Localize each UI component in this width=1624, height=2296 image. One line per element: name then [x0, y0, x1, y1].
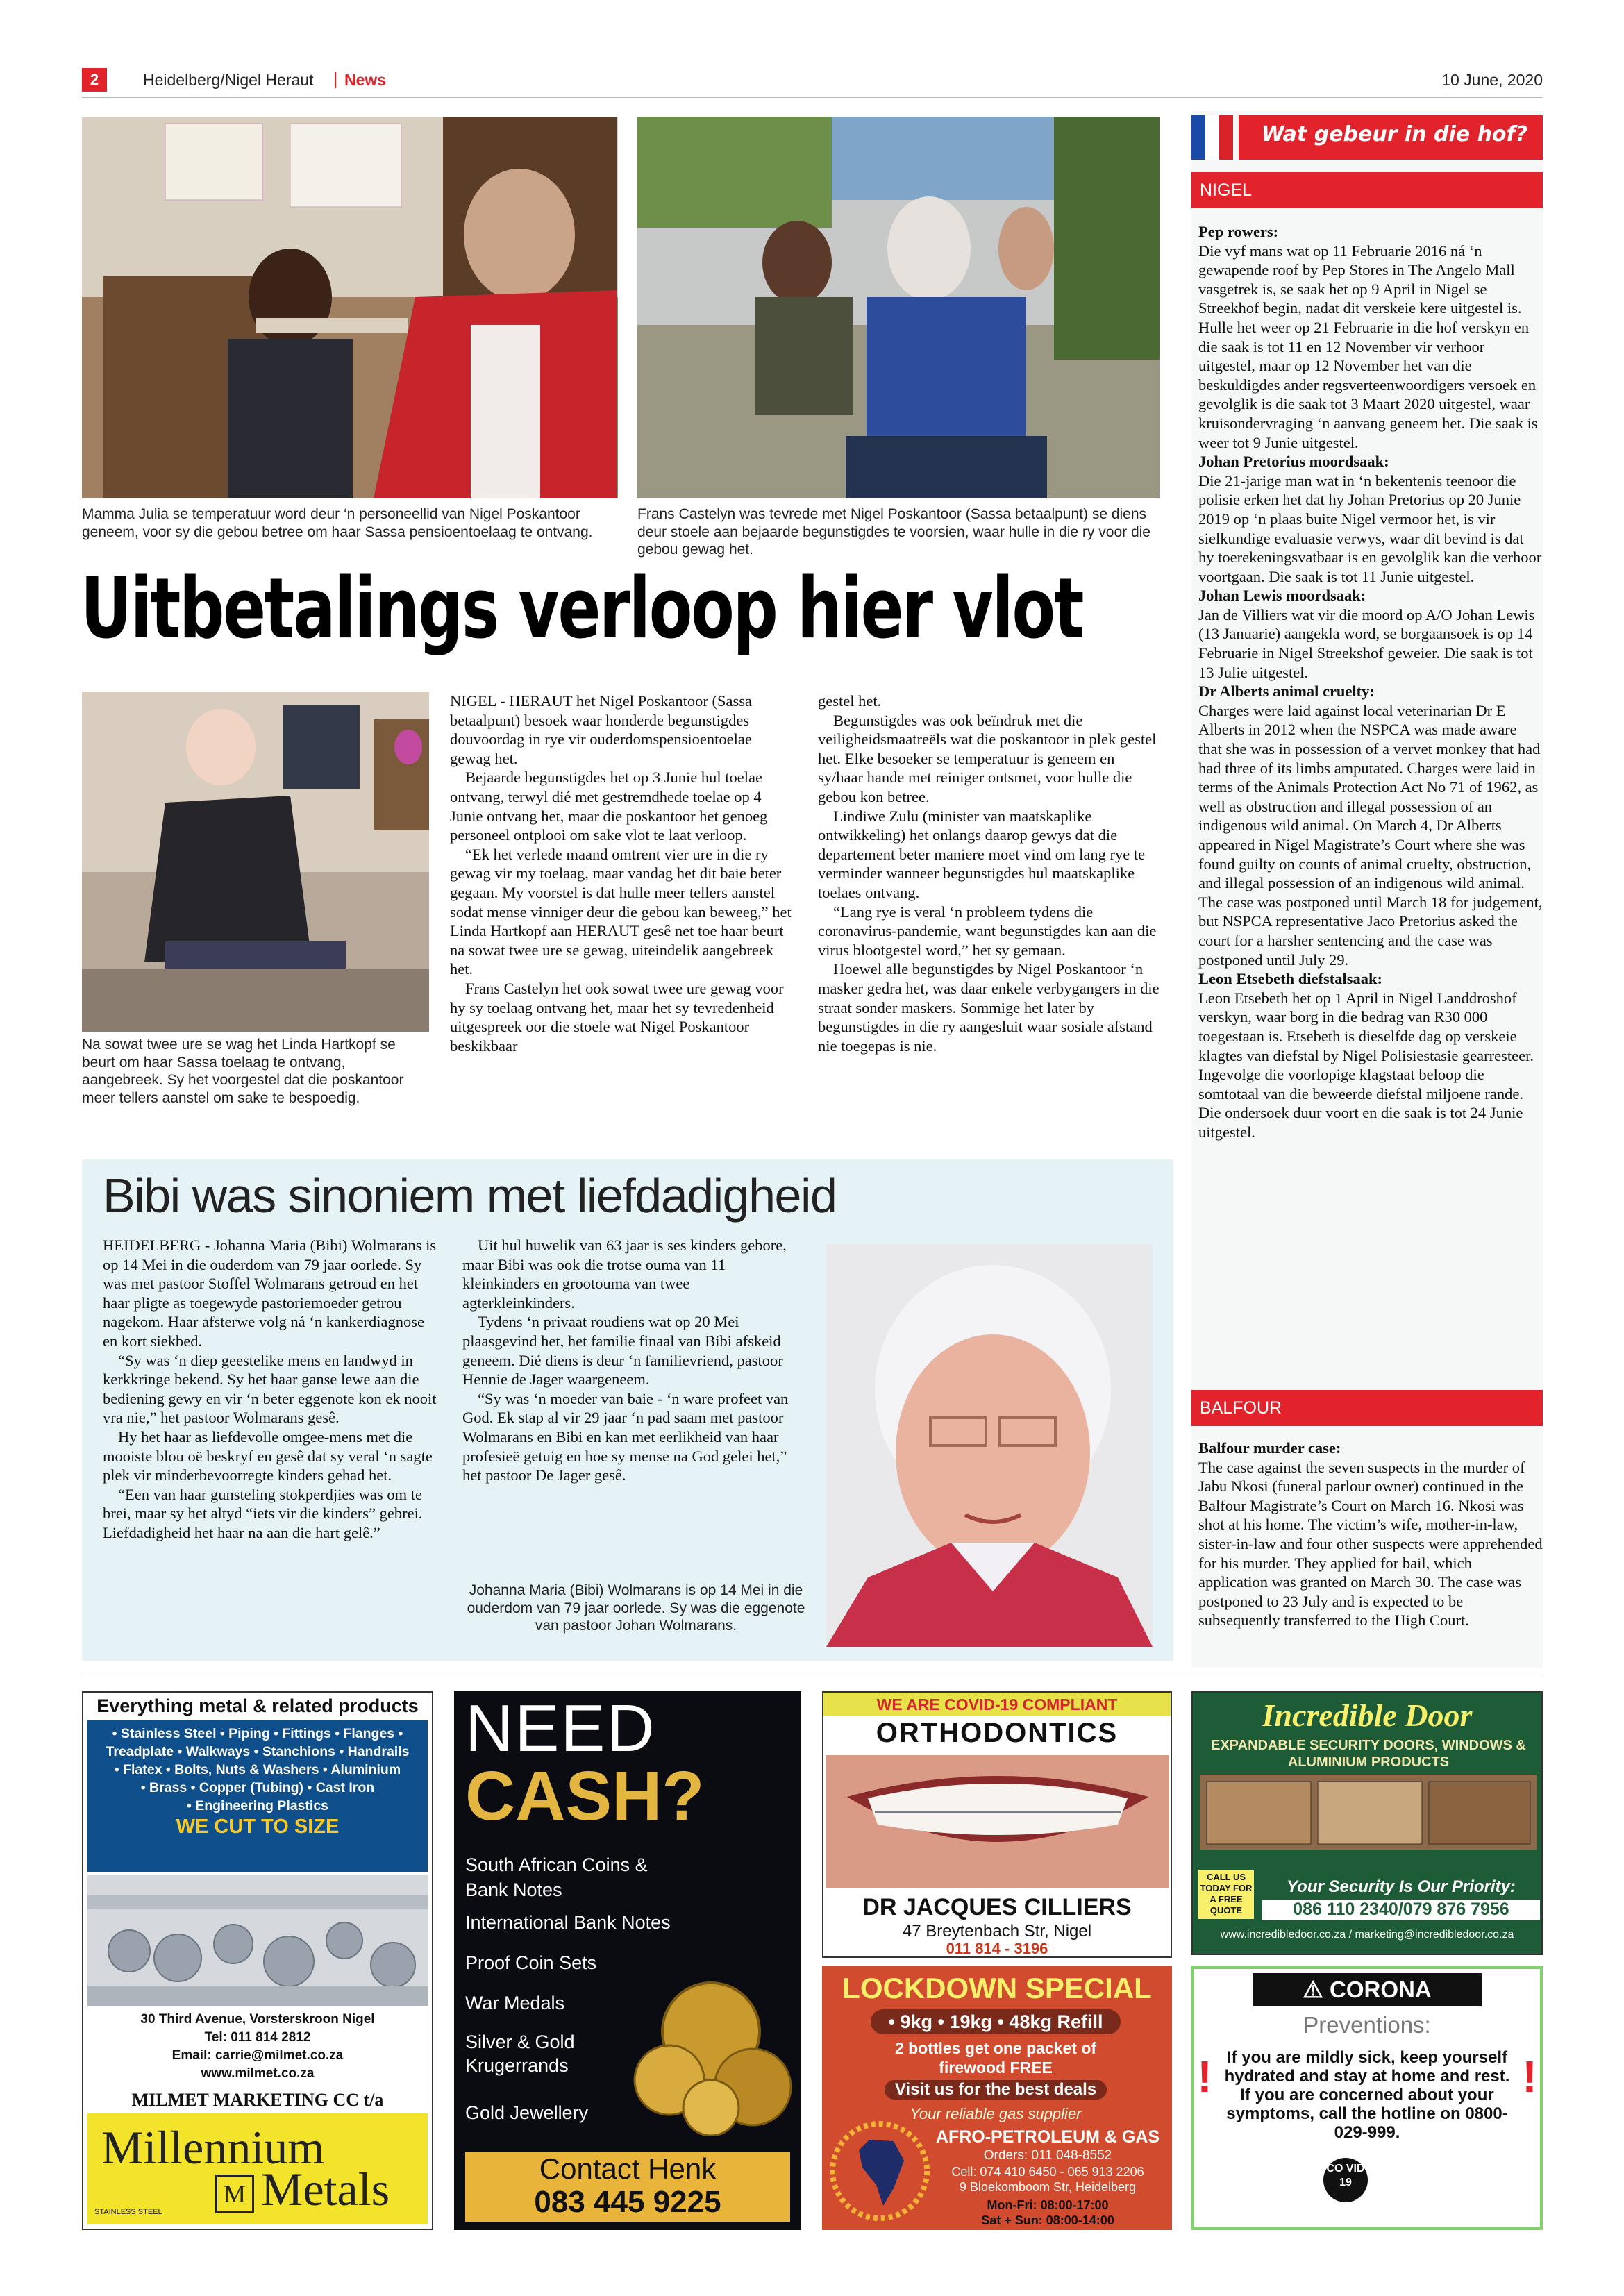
lockdown-hours-weekday: Mon-Fri: 08:00-17:00	[987, 2198, 1109, 2212]
court-item-heading: Dr Alberts animal cruelty:	[1198, 682, 1375, 701]
court-item-heading: Balfour murder case:	[1198, 1439, 1341, 1457]
contact-box	[465, 2152, 790, 2222]
lockdown-hours-weekend: Sat + Sun: 08:00-14:00	[981, 2213, 1114, 2227]
corona-advice: If you are mildly sick, keep yourself hydrated and stay at home and rest. If you are concerned about your symptoms, call the hotline on 0800-029-999.	[1224, 2048, 1510, 2142]
story-paragraph: Bejaarde begunstigdes het op 3 Junie hul toelae ontvang, terwyl dié met gestremdhede toelae op 4 Junie ontvang het, maar die poskantoor het genoeg personeel ontplooi om sake vlot te laat verloop.	[450, 769, 768, 844]
orthodontics-advert[interactable]	[822, 1691, 1172, 1958]
door-subtitle: EXPANDABLE SECURITY DOORS, WINDOWS & ALUMINIUM PRODUCTS	[1211, 1738, 1526, 1770]
metal-pipes-image	[87, 1875, 428, 2006]
page-header	[82, 67, 1543, 94]
obituary-paragraph: HEIDELBERG - Johanna Maria (Bibi) Wolmarans is op 14 Mei in die ouderdom van 79 jaar oorlede. Sy was met pastoor Stoffel Wolmarans getroud en het haar pligte as toegewyde pastoriemoeder getrou nagekom. Haar afsterwe volg ná ‘n kankerdiagnose en kort siekbed.	[103, 1237, 437, 1350]
photo-linda-hartkopf	[82, 692, 429, 1032]
court-title-bar	[1239, 115, 1543, 160]
obituary-paragraph: “Sy was ‘n moeder van baie - ‘n ware profeet van God. Ek stap al vir 29 jaar ‘n pad saam met pastoor Wolmarans en Bibi en kan met eerlikheid van haar profesieë getuig en hoe sy mense na God gelei het,” het pastoor De Jager gesê.	[462, 1389, 789, 1484]
court-item-body: Charges were laid against local veterinarian Dr E Alberts in 2012 when the NSPCA was made aware that she was in possession of a vervet monkey that had had three of its limbs amputated. Charges were laid in terms of the Animals Protection Act No 71 of 1962, as well as obstruction and illegal possession of an indigenous wild animal. On March 4, Dr Alberts appeared in Nigel Magistrate’s Court where she was found guilty on counts of animal cruelty, obstruction, and illegal possession of an indigenous wild animal. The case was postponed until March 18 for judgement, but NSPCA representative Jaco Pretorius asked the court for a harsher sentencing and the case was postponed until July 29.	[1198, 701, 1543, 969]
ortho-title: ORTHODONTICS	[876, 1718, 1119, 1748]
obituary-headline: Bibi was sinoniem met liefdadigheid	[103, 1168, 837, 1223]
corona-notice	[1191, 1966, 1543, 2230]
doctor-name: DR JACQUES CILLIERS	[862, 1894, 1132, 1920]
court-title: Wat gebeur in die hof?	[1261, 122, 1527, 146]
exclamation-left-icon: !	[1197, 2052, 1212, 2102]
door-website: www.incredibledoor.co.za / marketing@incredibledoor.co.za	[1220, 1929, 1514, 1941]
court-item-heading: Johan Lewis moordsaak:	[1198, 587, 1366, 605]
cash-text: CASH?	[465, 1757, 705, 1835]
smile-image	[826, 1755, 1169, 1888]
cash-item: War Medals	[465, 1993, 565, 2013]
header-rule	[82, 97, 1543, 98]
milmet-logo-icon: M	[215, 2175, 254, 2213]
court-item-body: Leon Etsebeth het op 1 April in Nigel Landdroshof verskyn, waar borg in die bedrag van R30 000 toegestaan is. Etsebeth is dieselfde dag op verskeie klagtes van diefstal by Nigel Polisiestasie gearresteer. Ingevolge die voorlopige klagstaat beloop die somtotaal van die beweerde diefstal miljoene rande. Die ondersoek duur voort en die saak is tot 24 Junie uitgestel.	[1198, 989, 1534, 1141]
cash-item: Proof Coin Sets	[465, 1952, 597, 1973]
milmet-marketing: MILMET MARKETING CC t/a	[131, 2090, 384, 2110]
cash-item: Gold Jewellery	[465, 2102, 589, 2123]
court-item-heading: Pep rowers:	[1198, 223, 1279, 240]
obituary-paragraph: Hy het haar as liefdevolle omgee-mens met die mooiste blou oë beskryf en gesê dat sy veral ‘n sagte plek vir minderbevoorregte kinders gehad het.	[103, 1427, 433, 1484]
contact-phone: 083 445 9225	[534, 2185, 721, 2219]
story-paragraph: Hoewel alle begunstigdes by Nigel Poskantoor ‘n masker gedra het, was daar enkele verbygangers in die straat sonder maskers. Sommige het later by begunstigdes in die ry aangesluit waar sosiale afstand nie toegepas is nie.	[818, 960, 1160, 1055]
obituary-caption: Johanna Maria (Bibi) Wolmarans is op 14 Mei in die ouderdom van 79 jaar oorlede. Sy was die eggenote van pastoor Johan Wolmarans.	[467, 1582, 805, 1634]
need-text: NEED	[465, 1691, 656, 1766]
obituary-column-1	[103, 1236, 442, 1543]
court-item-body: Die vyf mans wat op 11 Februarie 2016 ná ‘n gewapende roof by Pep Stores in The Angelo Mall vasgetrek is, se saak het op 9 April in Nigel se Streekhof begin, nadat dit verskeie kere uitgestel is. Hulle het weer op 21 Februarie in die hof verskyn en die saak is tot 11 en 12 November vir verhoor uitgestel, maar op 12 November het van die beskuldigdes ander regsverteenwoordigers versoek en gevolglik is die saak tot 3 Maart 2020 uitgestel, waar kruisondervraging ‘n aanvang geneem het. Die saak is weer tot 9 Junie uitgestel.	[1198, 242, 1538, 451]
door-call-badge: CALL US TODAY FOR A FREE QUOTE	[1198, 1870, 1254, 1919]
photo3-caption: Na sowat twee ure se wag het Linda Hartkopf se beurt om haar Sassa toelaag te ontvang, aangebreek. Sy het voorgestel dat die poskantoor meer tellers aanstel om sake te bespoedig.	[82, 1037, 404, 1106]
lockdown-bottles: 2 bottles get one packet of firewood FREE	[894, 2039, 1097, 2077]
gold-coins-image	[628, 1969, 794, 2136]
cash-item: Silver & Gold Krugerrands	[465, 2031, 575, 2076]
lockdown-cell: Cell: 074 410 6450 - 065 913 2206	[951, 2165, 1144, 2179]
lockdown-refill: • 9kg • 19kg • 48kg Refill	[871, 2009, 1121, 2034]
exclamation-right-icon: !	[1522, 2052, 1537, 2102]
cash-item: South African Coins & Bank Notes	[465, 1854, 648, 1900]
door-title: Incredible Door	[1262, 1698, 1473, 1733]
lockdown-address: 9 Bloekomboom Str, Heidelberg	[959, 2180, 1137, 2194]
lockdown-title: LOCKDOWN SPECIAL	[842, 1972, 1152, 2004]
milmet-advert[interactable]	[82, 1691, 433, 2230]
lockdown-special-advert[interactable]	[822, 1966, 1172, 2230]
ortho-address: 47 Breytenbach Str, Nigel	[902, 1922, 1092, 1941]
milmet-product-box: • Stainless Steel • Piping • Fittings • Flanges • Treadplate • Walkways • Stanchions • Handrails • Flatex • Bolts, Nuts & Washers • Aluminium • Brass • Copper (Tubing) • Cast Iron • Engineering Plastics WE CUT TO SIZE	[87, 1720, 428, 1872]
lockdown-company: AFRO-PETROLEUM & GAS	[935, 2127, 1160, 2147]
lockdown-supplier: Your reliable gas supplier	[910, 2105, 1082, 2122]
lockdown-orders: Orders: 011 048-8552	[983, 2148, 1112, 2163]
story-column-2	[818, 692, 1161, 1055]
covid19-logo: CO VID 19	[1323, 2158, 1368, 2202]
contact-label: Contact Henk	[539, 2152, 717, 2185]
milmet-address: 30 Third Avenue, Vorsterskroon Nigel	[140, 2012, 375, 2027]
corona-preventions: Preventions:	[1303, 2012, 1431, 2038]
milmet-email: Email: carrie@milmet.co.za	[171, 2048, 344, 2063]
photo-temperature-check	[82, 117, 618, 498]
balfour-section-label: BALFOUR	[1191, 1390, 1543, 1426]
photo1-caption: Mamma Julia se temperatuur word deur ‘n personeellid van Nigel Poskantoor geneem, voor sy die gebou betree om haar Sassa pensioentoelaag te ontvang.	[82, 506, 593, 540]
covid-compliant-banner: WE ARE COVID-19 COMPLIANT	[823, 1693, 1171, 1716]
photo2-caption: Frans Castelyn was tevrede met Nigel Poskantoor (Sassa betaalpunt) se diens deur stoele aan bejaarde begunstigdes te voorsien, waar hulle in die ry voor die gebou gewag het.	[637, 506, 1150, 558]
obituary-paragraph: “Sy was ‘n diep geestelike mens en landwyd in kerkkringe bekend. Sy het haar ganse lewe aan die bediening gewy en vir ‘n beter eggenote kon ek nooit vra nie,” het pastoor Wolmarans gesê.	[103, 1351, 437, 1427]
court-item-heading: Johan Pretorius moordsaak:	[1198, 453, 1389, 471]
obituary-paragraph: “Een van haar gunsteling stokperdjies was om te brei, maar sy het altyd “iets vir die kinders” gebrei. Liefdadigheid het haar na aan die hart gelê.”	[103, 1485, 423, 1541]
story-paragraph: gestel het.	[818, 692, 882, 710]
milmet-brand-box: Millennium M Metals STAINLESS STEEL	[87, 2113, 428, 2224]
photo-frans-castelyn	[637, 117, 1160, 498]
incredible-door-advert[interactable]	[1191, 1691, 1543, 1955]
milmet-cut-label: WE CUT TO SIZE	[176, 1816, 340, 1838]
header-separator: |	[333, 69, 338, 89]
story-paragraph: “Lang rye is veral ‘n probleem tydens die coronavirus-pandemie, want begunstigdes kan aan die virus blootgestel word,” het sy gemaan.	[818, 903, 1157, 959]
cash-item: International Bank Notes	[465, 1912, 671, 1933]
milmet-title: Everything metal & related products	[97, 1695, 419, 1716]
page-number: 2	[82, 68, 107, 92]
milmet-tel: Tel: 011 814 2812	[204, 2030, 311, 2045]
obituary-paragraph: Tydens ‘n privaat roudiens wat op 20 Mei plaasgevind het, het familie finaal van Bibi afskeid geneem. Dié diens is deur ‘n familievriend, pastoor Hennie de Jager waargeneem.	[462, 1313, 783, 1389]
story-paragraph: Frans Castelyn het ook sowat twee ure gewag voor hy sy toelaag ontvang het, maar het sy tevredenheid uitgespreek oor die stoele wat Nigel Poskantoor beskikbaar	[450, 979, 784, 1055]
court-item-body: Jan de Villiers wat vir die moord op A/O Johan Lewis (13 Januarie) aangekla word, se borgaansoek is op 14 Februarie in Nigel Streekshof geweier. Die saak is tot 13 Julie uitgestel.	[1198, 605, 1535, 681]
corona-title-box: ⚠ CORONA	[1253, 1973, 1482, 2006]
door-priority: Your Security Is Our Priority:	[1287, 1877, 1516, 1896]
milmet-website: www.milmet.co.za	[201, 2066, 315, 2081]
story-paragraph: NIGEL - HERAUT het Nigel Poskantoor (Sassa betaalpunt) besoek waar honderde begunstigdes douvoordag in rye vir ouderdomspensioentoelae gewag het.	[450, 692, 752, 767]
story-column-1	[450, 692, 796, 1055]
need-cash-advert[interactable]	[454, 1691, 801, 2230]
door-images	[1200, 1775, 1537, 1850]
court-item-body: Die 21-jarige man wat in ‘n bekentenis teenoor die polisie erken het dat hy Johan Pretorius op 20 Junie 2019 op ‘n plaas buite Nigel vermoor het, is vir sielkundige evaluasie verwys, waar dit bevind is dat hy toerekeningsvatbaar is en gevolglik kan die verhoor voortgaan. Die saak is tot 11 Junie uitgestel.	[1198, 471, 1542, 585]
obituary-paragraph: Uit hul huwelik van 63 jaar is ses kinders gebore, maar Bibi was ook die trotse ouma van 11 kleinkinders en grootouma van twee agterkleinkinders.	[462, 1237, 787, 1312]
issue-date: 10 June, 2020	[1441, 71, 1543, 89]
ortho-phone: 011 814 - 3196	[946, 1940, 1048, 1957]
story-paragraph: Begunstigdes was ook beïndruk met die veiligheidsmaatreëls wat die poskantoor in plek gestel het. Elke besoeker se temperatuur is geneem en sy/haar hande met reiniger ontsmet, voor hulle die gebou kon betree.	[818, 711, 1157, 805]
balfour-court-items	[1198, 1439, 1543, 1630]
nigel-section-label: NIGEL	[1191, 172, 1543, 208]
main-headline: Uitbetalings verloop hier vlot	[81, 561, 1083, 657]
court-item-heading: Leon Etsebeth diefstalsaak:	[1198, 970, 1383, 988]
story-paragraph: “Ek het verlede maand omtrent vier ure in die ry gewag vir my toelaag, maar vandag het dit baie beter gegaan. My voorstel is dat hulle meer tellers aanstel sodat mense vinniger deur die gebou kan beweeg,” het Linda Hartkopf aan HERAUT gesê net toe haar beurt na sowat twee ure se gewag, uiteindelik aangebreek het.	[450, 845, 792, 978]
obituary-column-2	[462, 1236, 794, 1485]
warning-icon: ⚠	[1303, 1977, 1330, 2002]
africa-map-icon	[828, 2119, 932, 2223]
lockdown-visit: Visit us for the best deals	[885, 2080, 1107, 2100]
section-name: News	[344, 71, 387, 89]
court-item-body: The case against the seven suspects in the murder of Jabu Nkosi (funeral parlour owner) continued in the Balfour Magistrate’s Court on March 16. Nkosi was shot at his home. The victim’s wife, mother-in-law, sister-in-law and four other suspects were apprehended for his murder. They applied for bail, which application was granted on March 30. The case was postponed to 23 July and is expected to be subsequently transferred to the High Court.	[1198, 1458, 1543, 1629]
nigel-court-items	[1198, 222, 1543, 1142]
story-paragraph: Lindiwe Zulu (minister van maatskaplike ontwikkeling) het onlangs daarop gewys dat die departement beter maniere moet vind om lang rye te verminder wanneer begunstigdes hul maatskaplike toelaes ontvang.	[818, 807, 1146, 901]
photo-bibi-wolmarans	[826, 1244, 1153, 1647]
door-phone: 086 110 2340/079 876 7956	[1262, 1900, 1540, 1920]
flag-icon	[1191, 115, 1233, 160]
paper-name: Heidelberg/Nigel Heraut	[143, 71, 314, 89]
